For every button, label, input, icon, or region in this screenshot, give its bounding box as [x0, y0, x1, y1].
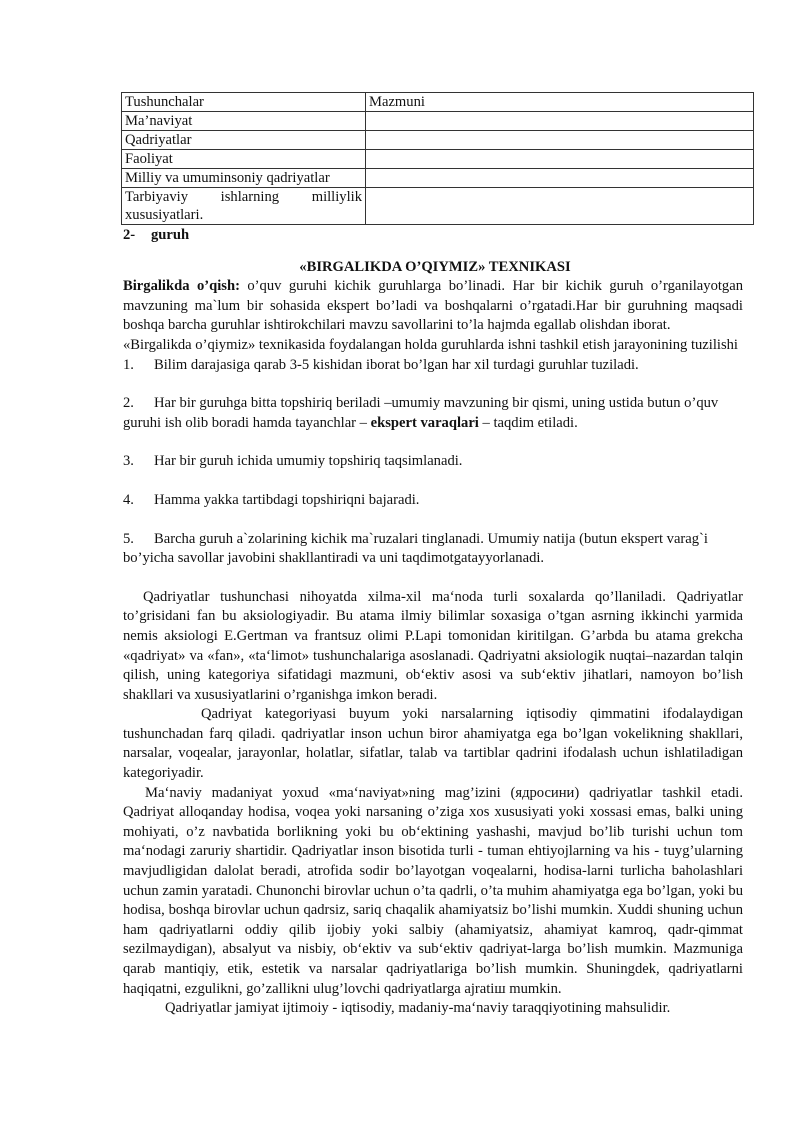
- table-row: [122, 169, 754, 188]
- list-text: Bilim darajasiga qarab 3-5 kishidan iborat bo’lgan har xil turdagi guruhlar tuziladi.: [154, 356, 639, 373]
- table-row: [122, 112, 754, 131]
- group-label: [123, 226, 743, 246]
- body-paragraph: Qadriyatlar jamiyat ijtimoiy - iqtisodiy, madaniy-ma‘naviy taraqqiyotining mahsulidir.: [165, 1000, 671, 1017]
- table-cell: Ma’naviyat: [122, 112, 366, 131]
- intro-text: o’quv guruhi kichik guruhlarga bo’linadi. Har bir kichik guruh o’rganilayotgan mavzuning ma`lum bir sohasida ekspert bo’ladi va boshqalarni o’rgatadi.Har bir guruhning maqsadi boshqa barcha guruhlar ishtirokchilari mavzu savollarini to’la hajmda egallab olishdan iborat.: [123, 278, 744, 334]
- list-number: 2.: [123, 395, 134, 412]
- group-number: 2-: [123, 227, 136, 243]
- table-header-cell: Mazmuni: [366, 93, 754, 112]
- list-number: 5.: [123, 530, 134, 547]
- body-paragraph: Ma‘naviy madaniyat yoxud «ma‘naviyat»ning mag’izini (ядросини) qadriyatlar tashkil etadi. Qadriyat alloqanday hodisa, voqea yoki narsaning o’ziga xos xususiyati yoki xossasi emas, balki uning mohiyati, o’z navbatida borlikning yoki bu ob‘ektining yashashi, mavjud bo’lib turishi uchun tom ma‘nodagi zaruriy shartidir. Qadriyatlar inson bisotida turli - tuman ehtiyojlarning va his - tuyg’ularning mavjudligidan dalolat beradi, atrofida sodir bo’layotgan voqealarni, hodisa-larni turlicha baholashlari uchun zamin yaratadi. Chunonchi birovlar uchun o’ta qadrli, o’ta muhim ahamiyatga ega bo’lgan, yoki bu hodisa, boshqa birovlar uchun qadrsiz, sariq chaqalik ahamiyatsiz bo’lishi mumkin. Xuddi shuning uchun ham qadriyatlarni oddiy qilib ijobiy yoki salbiy (ahamiyatsiz, ahamiyat kamroq, qadr-qimmat sezilmaydigan), absalyut va nisbiy, ob‘ektiv va sub‘ektiv qadriyat-larga bo’lish mumkin. Mazmuniga qarab mantiqiy, etik, estetik va narsalar qadriyatlariga bo’lish mumkin. Shuningdek, qadriyatlarni haqiqatni, ezgulikni, go’zallikni ulug’lovchi qadriyatlarga ajratiш mumkin.: [123, 784, 743, 997]
- body-paragraph: Qadriyat kategoriyasi buyum yoki narsalarning iqtisodiy qimmatini ifodalaydigan tushunchadan farq qiladi. qadriyatlar inson uchun biror ahamiyatga ega bo’lgan vokelikning shakllari, narsalar, voqealar, jarayonlar, holatlar, sifatlar, talab va tartiblar qadrini ifodalash uchun ishlatiladigan kategoriyadir.: [123, 706, 743, 782]
- table-row: [122, 188, 754, 225]
- list-number: 1.: [123, 356, 134, 373]
- list-number: 4.: [123, 491, 134, 508]
- document-page: [123, 92, 743, 1019]
- list-text: – taqdim etiladi.: [478, 414, 578, 431]
- concepts-table: [121, 92, 754, 225]
- table-cell: Tarbiyaviy ishlarning milliylik xususiyatlari.: [122, 188, 366, 225]
- structure-heading: «Birgalikda o’qiymiz» texnikasida foydalangan holda guruhlarda ishni tashkil etish jarayonining tuzilishi: [123, 336, 738, 353]
- list-item: [123, 356, 743, 376]
- table-cell-empty: [366, 150, 754, 169]
- table-row: [122, 150, 754, 169]
- body-paragraph: Qadriyatlar tushunchasi nihoyatda xilma-xil ma‘noda turli soxalarda qo’llaniladi. Qadriyatlar to’grisidani fan bu aksiologiyadir. Bu atama ilmiy bilimlar soxasiga o’tgan asrning ikkinchi yarmida nemis aksiologi E.Gertman va frantsuz olimi P.Lapi tomonidan kiritilgan. G’arbda bu atama grekcha «qadriyat» va «fan», «ta‘limot» tushunchalariga asoslanadi. Qadriyatni aksiologik nuqtai–nazardan talqin qilish, uning kategoriya sifatidagi mazmuni, ob‘ektiv asosi va sub‘ektiv jihatlari, namoyon bo’lish shakllari va xususiyatlarini o’rganishga imkon beradi.: [123, 588, 743, 703]
- table-cell-empty: [366, 169, 754, 188]
- list-item: [123, 491, 743, 511]
- group-text: guruh: [151, 227, 190, 243]
- list-text: Hamma yakka tartibdagi topshiriqni bajaradi.: [154, 491, 420, 508]
- list-item: [123, 452, 743, 472]
- list-text: Har bir guruh ichida umumiy topshiriq taqsimlanadi.: [154, 453, 463, 470]
- intro-term: Birgalikda o’qish:: [123, 278, 240, 295]
- list-item: [123, 530, 743, 569]
- list-text: Har bir guruhga bitta topshiriq beriladi –umumiy mavzuning bir qismi, uning ustida butun o’quv guruhi ish olib boradi hamda tayanchlar –: [123, 395, 719, 431]
- list-text: Barcha guruh a`zolarining kichik ma`ruzalari tinglanadi. Umumiy natija (butun ekspert varag`i bo’yicha savollar javobini shakllantiradi va uni taqdimotgatayyorlanadi.: [123, 530, 708, 567]
- table-row: [122, 131, 754, 150]
- intro-paragraph: [123, 277, 743, 336]
- list-item: [123, 394, 743, 433]
- list-number: 3.: [123, 453, 134, 470]
- table-cell-empty: [366, 112, 754, 131]
- table-cell: Milliy va umuminsoniy qadriyatlar: [122, 169, 366, 188]
- table-cell: Qadriyatlar: [122, 131, 366, 150]
- table-cell-empty: [366, 131, 754, 150]
- section-title: «BIRGALIKDA O’QIYMIZ» TEXNIKASI: [299, 258, 571, 275]
- table-cell-empty: [366, 188, 754, 225]
- table-cell: Faoliyat: [122, 150, 366, 169]
- list-text-bold: ekspert varaqlari: [370, 414, 479, 431]
- table-header-cell: Tushunchalar: [122, 93, 366, 112]
- table-header-row: [122, 93, 754, 112]
